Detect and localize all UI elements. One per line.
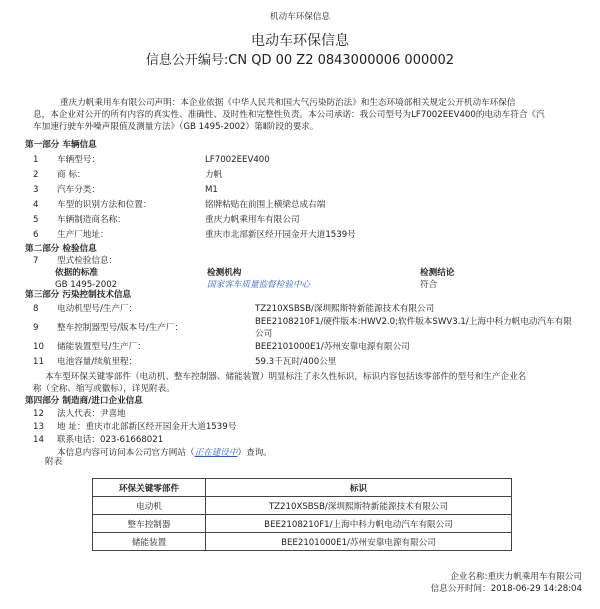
row-label: 车型的识别方法和位置： [57,200,152,210]
row-label: 型式检验信息： [57,256,118,266]
row-value: 重庆力帆乘用车有限公司 [205,215,300,225]
footer-company: 企业名称:重庆力帆乘用车有限公司 [450,572,582,582]
info-code: 信息公开编号:CN QD 00 Z2 0843000006 000002 [145,53,455,68]
table-cell: 电动机 [93,497,206,515]
org-value: 国家客车质量监督检验中心 [207,280,311,290]
row-label: 整车控制器型号/版本号/生产厂： [57,323,184,333]
row-value: 铭牌粘贴在前围上横梁总成右端 [205,200,326,210]
appendix-title: 附表 [45,457,63,467]
statement-line-2: 息，本企业对公开的所有内容的真实性、准确性、及时性和完整性负责。本公司承诺：我公司型号为LF7002EEV400的电动车符合《汽 [33,110,545,120]
part3-note-2: 称（全称、缩写或徽标），详见附表。 [33,384,175,394]
row-no: 14 [33,435,44,445]
row-value: 力帆 [205,170,223,180]
table-cell: 整车控制器 [93,515,206,533]
table-cell: BEE2108210F1/上海中科力帆电动汽车有限公司 [206,515,512,533]
appendix-table [92,478,512,551]
row-no: 10 [33,342,44,352]
table-header: 标识 [206,479,512,497]
page-title: 电动车环保信息 [251,33,349,49]
part4-heading: 第四部分 制造商/进口企业信息 [25,396,143,406]
table-header-row [93,479,512,497]
row-value: 重庆市北部新区经开园金开大道1539号 [205,230,356,240]
part3-note-1: 本车型环保关键零部件（电动机、整车控制器、储能装置）明显标注了永久性标识，标识内容包括该零部件的型号和生产企业名 [45,372,527,382]
row-label: 汽车分类： [57,185,100,195]
col-result-header: 检测结论 [420,268,455,278]
row-label: 车辆型号： [57,155,100,165]
part2-heading: 第二部分 检验信息 [25,244,97,254]
col-org-header: 检测机构 [207,268,242,278]
row-no: 2 [33,170,39,180]
website-link[interactable]: 正在建设中 [194,448,238,458]
row-label: 电池容量/续航里程： [57,357,138,367]
row-value: BEE2101000E1/苏州安靠电源有限公司 [255,342,410,352]
part3-heading: 第三部分 污染控制技术信息 [25,290,132,300]
row-label: 商 标： [57,170,86,180]
row-no: 7 [33,256,39,266]
row-no: 8 [33,304,39,314]
row-value: TZ210XSBSB/深圳熙斯特新能源技术有限公司 [255,304,435,314]
row-no: 9 [33,323,39,333]
col-standard-header: 依据的标准 [55,268,98,278]
legal-rep: 法人代表：尹喜地 [57,409,126,419]
row-no: 5 [33,215,39,225]
row-value: 59.3千瓦时/400公里 [255,357,337,367]
row-label: 电动机型号/生产厂： [57,304,138,314]
row-no: 3 [33,185,39,195]
row-no: 12 [33,409,44,419]
result-value: 符合 [420,280,438,290]
table-row [93,497,512,515]
statement-line-3: 车加速行驶车外噪声限值及测量方法》（GB 1495-2002）第Ⅱ阶段的要求。 [33,122,319,132]
row-no: 1 [33,155,39,165]
row-value: LF7002EEV400 [205,155,270,165]
standard-value: GB 1495-2002 [55,280,118,290]
row-label: 车辆制造商名称： [57,215,126,225]
row-no: 13 [33,422,44,432]
table-row [93,533,512,551]
row-label: 生产厂地址： [57,230,109,240]
website-query [57,448,272,459]
small-title: 机动车环保信息 [269,12,331,22]
phone: 联系电话：023-61668021 [57,435,164,445]
row-value: BEE2108210F1/硬件版本:HWV2.0;软件版本SWV3.1/上海中科力帆电动汽车有限 [255,317,572,327]
row-label: 储能装置型号/生产厂： [57,342,146,352]
table-row [93,515,512,533]
table-cell: TZ210XSBSB/深圳熙斯特新能源技术有限公司 [206,497,512,515]
row-no: 6 [33,230,39,240]
address: 地 址：重庆市北部新区经开园金开大道1539号 [57,422,237,432]
footer-date: 信息公开时间：2018-06-29 14:28:04 [430,584,582,594]
table-cell: 储能装置 [93,533,206,551]
table-cell: BEE2101000E1/苏州安靠电源有限公司 [206,533,512,551]
query-prefix: 本信息内容可访问本公司官方网站（ [57,448,195,458]
row-value: M1 [205,185,218,195]
query-suffix: ）查询。 [237,448,272,458]
row-no: 4 [33,200,39,210]
row-no: 11 [33,357,44,367]
part1-heading: 第一部分 车辆信息 [25,140,97,150]
statement-line-1: 重庆力帆乘用车有限公司声明：本企业依据《中华人民共和国大气污染防治法》和生态环境部相关规定公开机动车环保信 [60,98,516,108]
table-header: 环保关键零部件 [93,479,206,497]
row-value-cont: 公司 [255,329,273,339]
